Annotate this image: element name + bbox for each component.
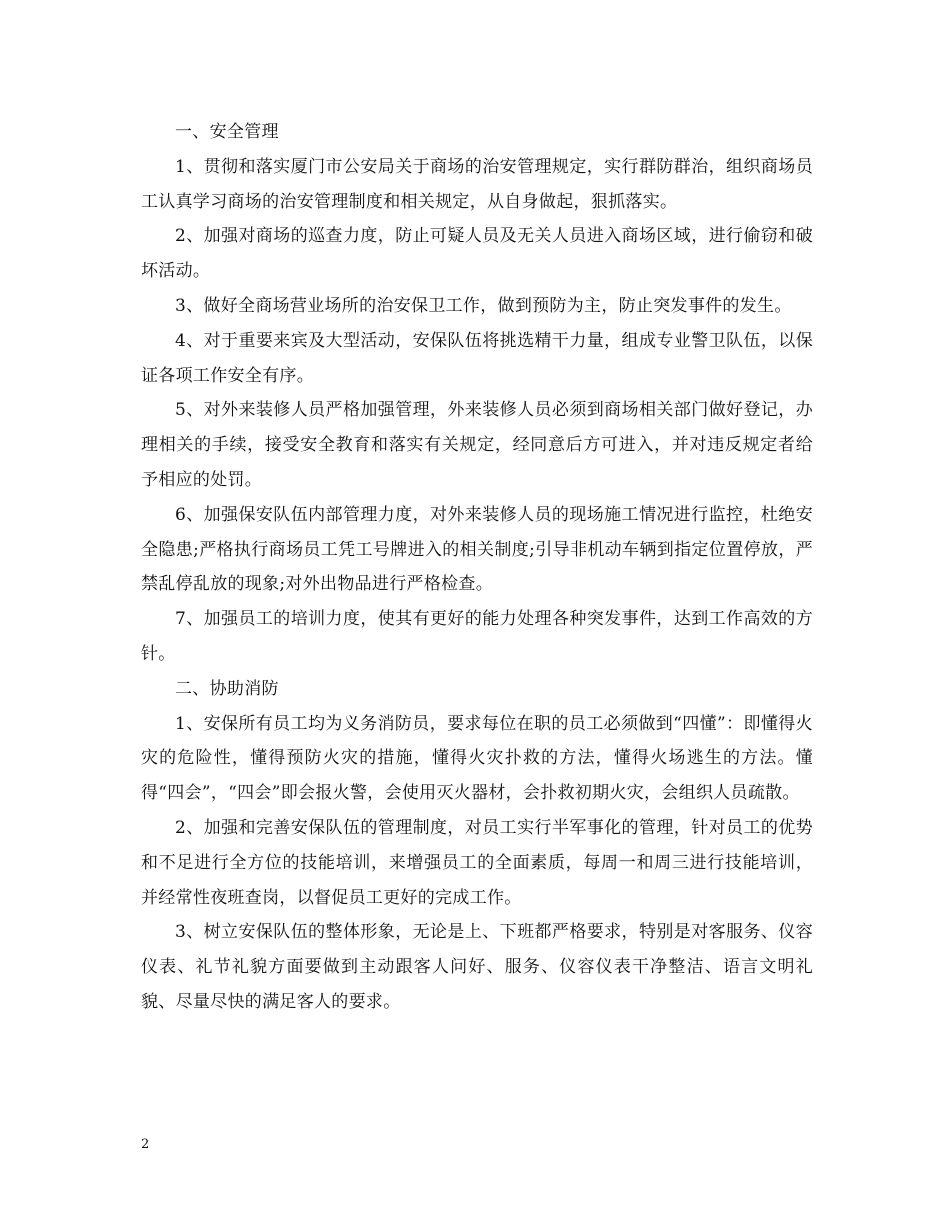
paragraph: 1、贯彻和落实厦门市公安局关于商场的治安管理规定，实行群防群治，组织商场员工认真学习商场的治安管理制度和相关规定，从自身做起，狠抓落实。 bbox=[141, 156, 813, 212]
paragraph: 4、对于重要来宾及大型活动，安保队伍将挑选精干力量，组成专业警卫队伍，以保证各项工作安全有序。 bbox=[141, 330, 813, 386]
section-heading-security: 一、安全管理 bbox=[175, 122, 279, 142]
document-body bbox=[141, 115, 813, 1020]
paragraph: 3、树立安保队伍的整体形象，无论是上、下班都严格要求，特别是对客服务、仪容仪表、礼节礼貌方面要做到主动跟客人问好、服务、仪容仪表干净整洁、语言文明礼貌、尽量尽快的满足客人的要求。 bbox=[141, 922, 813, 1012]
paragraph: 6、加强保安队伍内部管理力度，对外来装修人员的现场施工情况进行监控，杜绝安全隐患;严格执行商场员工凭工号牌进入的相关制度;引导非机动车辆到指定位置停放，严禁乱停乱放的现象;对外出物品进行严格检查。 bbox=[141, 504, 813, 595]
paragraph: 7、加强员工的培训力度，使其有更好的能力处理各种突发事件，达到工作高效的方针。 bbox=[141, 609, 813, 664]
paragraph: 1、安保所有员工均为义务消防员，要求每位在职的员工必须做到“四懂”：即懂得火灾的危险性，懂得预防火灾的措施，懂得火灾扑救的方法，懂得火场逃生的方法。懂得“四会”，“四会”即会报火警，会使用灭火器材，会扑救初期火灾，会组织人员疏散。 bbox=[141, 713, 813, 804]
paragraph: 2、加强和完善安保队伍的管理制度，对员工实行半军事化的管理，针对员工的优势和不足进行全方位的技能培训，来增强员工的全面素质，每周一和周三进行技能培训，并经常性夜班查岗，以督促员工更好的完成工作。 bbox=[141, 817, 813, 908]
paragraph: 3、做好全商场营业场所的治安保卫工作，做到预防为主，防止突发事件的发生。 bbox=[175, 295, 792, 316]
page-number: 2 bbox=[141, 1137, 150, 1152]
paragraph: 2、加强对商场的巡查力度，防止可疑人员及无关人员进入商场区域，进行偷窃和破坏活动。 bbox=[141, 226, 813, 282]
paragraph: 5、对外来装修人员严格加强管理，外来装修人员必须到商场相关部门做好登记，办理相关的手续，接受安全教育和落实有关规定，经同意后方可进入，并对违反规定者给予相应的处罚。 bbox=[141, 400, 813, 490]
section-heading-fire: 二、协助消防 bbox=[175, 678, 279, 699]
